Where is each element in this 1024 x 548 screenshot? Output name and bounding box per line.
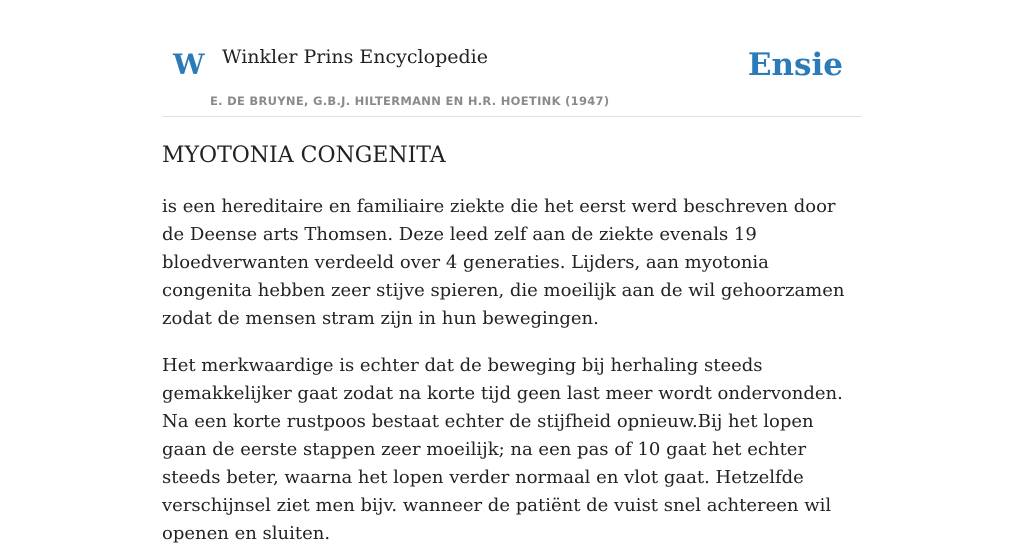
entry-paragraph: Het merkwaardige is echter dat de beweging bij herhaling steeds gemakkelijker gaat zodat na korte tijd geen last meer wordt ondervonden. Na een korte rustpoos bestaat echter de stijfheid opnieuw.Bij het lopen gaan de eerste stappen zeer moeilijk; na een pas of 10 gaat het echter steeds beter, waarna het lopen verder normaal en vlot gaat. Hetzelfde verschijnsel ziet men bijv. wanneer de patiënt de vuist snel achtereen wil openen en sluiten.: [162, 355, 843, 544]
brand-logo[interactable]: Ensie: [747, 47, 843, 83]
entry-title: MYOTONIA CONGENITA: [162, 143, 446, 168]
source-authors: E. DE BRUYNE, G.B.J. HILTERMANN EN H.R. HOETINK (1947): [210, 94, 610, 108]
entry-paragraph: is een hereditaire en familiaire ziekte die het eerst werd beschreven door de Deense arts Thomsen. Deze leed zelf aan de ziekte evenals 19 bloedverwanten verdeeld over 4 generaties. Lijders, aan myotonia congenita hebben zeer stijve spieren, die moeilijk aan de wil gehoorzamen zodat de mensen stram zijn in hun bewegingen.: [162, 196, 845, 329]
source-title[interactable]: Winkler Prins Encyclopedie: [222, 46, 488, 68]
source-logo-icon[interactable]: W: [173, 48, 205, 81]
source-header: [162, 0, 862, 117]
article-container: [162, 0, 862, 548]
